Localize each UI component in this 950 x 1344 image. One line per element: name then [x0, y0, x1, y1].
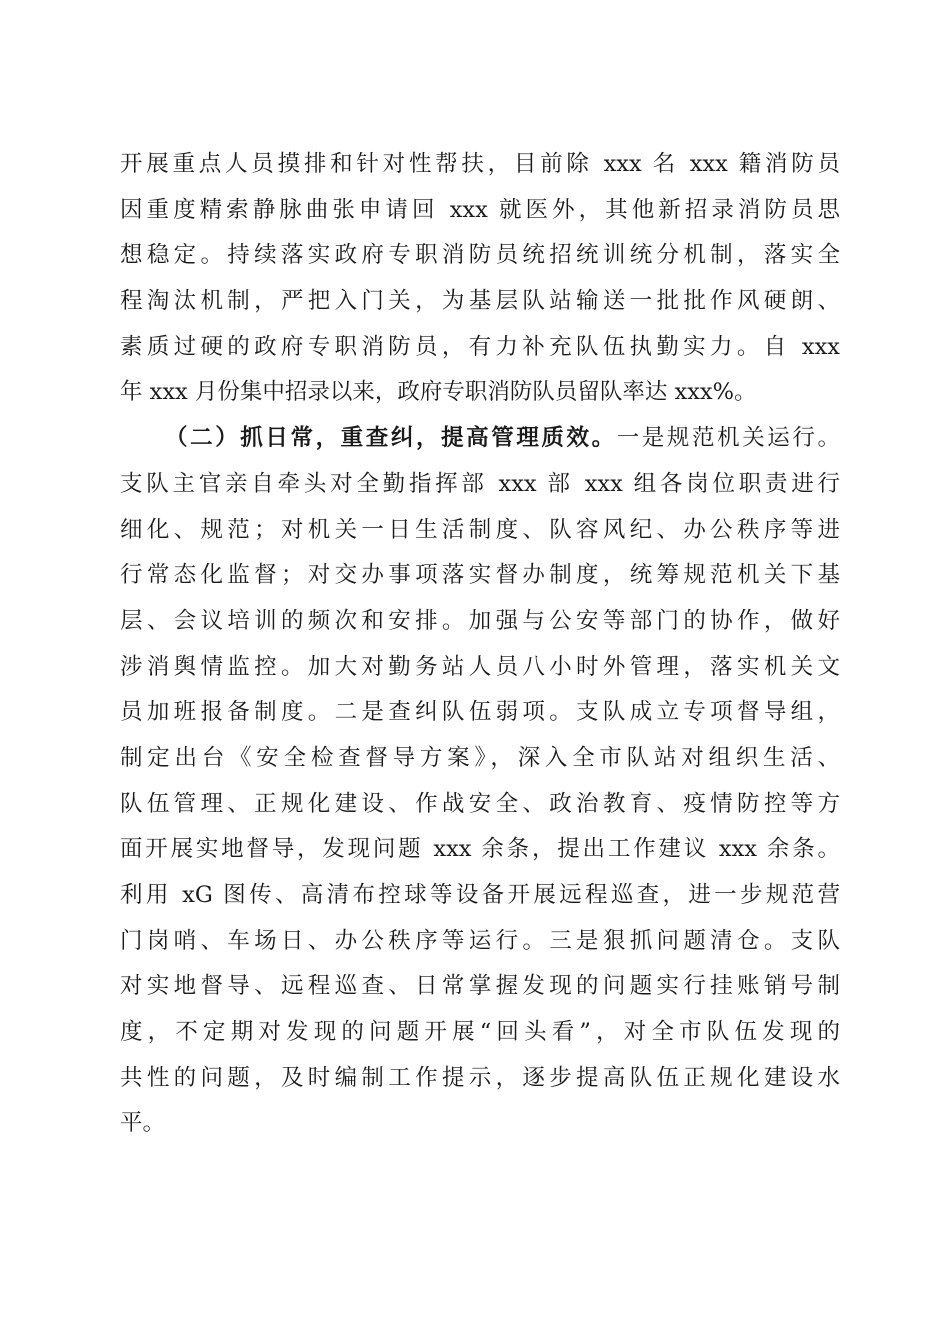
text-line: 年 xxx 月份集中招录以来，政府专职消防队员留队率达 xxx%。: [120, 379, 757, 406]
text-line: 共性的问题，及时编制工作提示，逐步提高队伍正规化建设水: [120, 1064, 840, 1091]
section-heading-line: [120, 416, 840, 462]
text-line: 想稳定。持续落实政府专职消防员统招统训统分机制，落实全: [120, 242, 840, 269]
text-line: 平。: [120, 1110, 166, 1137]
text-line: 层、会议培训的频次和安排。加强与公安等部门的协作，做好: [120, 607, 840, 634]
text-line: 程淘汰机制，严把入门关，为基层队站输送一批批作风硬朗、: [120, 288, 840, 315]
text-line: 员加班报备制度。二是查纠队伍弱项。支队成立专项督导组，: [120, 699, 840, 726]
text-line: 制定出台《安全检查督导方案》，深入全市队站对组织生活、: [120, 744, 840, 771]
text-line: 对实地督导、远程巡查、日常掌握发现的问题实行挂账销号制: [120, 973, 840, 1000]
text-line: 度，不定期对发现的问题开展“回头看”，对全市队伍发现的: [120, 1019, 840, 1046]
text-line: 队伍管理、正规化建设、作战安全、政治教育、疫情防控等方: [120, 790, 840, 817]
text-line: 细化、规范；对机关一日生活制度、队容风纪、办公秩序等进: [120, 516, 840, 543]
text-line: 门岗哨、车场日、办公秩序等运行。三是狠抓问题清仓。支队: [120, 927, 840, 954]
text-line: 支队主官亲自牵头对全勤指挥部 xxx 部 xxx 组各岗位职责进行: [120, 470, 840, 497]
text-line: 利用 xG 图传、高清布控球等设备开展远程巡查，进一步规范营: [120, 882, 840, 908]
text-line: 开展重点人员摸排和针对性帮扶，目前除 xxx 名 xxx 籍消防员: [120, 151, 840, 177]
body-text: [120, 142, 840, 1147]
text-line: 因重度精索静脉曲张申请回 xxx 就医外，其他新招录消防员思: [120, 196, 840, 223]
section-heading: （二）抓日常，重查纠，提高管理质效。: [165, 425, 617, 452]
text-line: 涉消舆情监控。加大对勤务站人员八小时外管理，落实机关文: [120, 653, 840, 680]
text-line: 面开展实地督导，发现问题 xxx 余条，提出工作建议 xxx 余条。: [120, 836, 840, 863]
text-line: 素质过硬的政府专职消防员，有力补充队伍执勤实力。自 xxx: [120, 333, 840, 360]
text-line: 行常态化监督；对交办事项落实督办制度，统筹规范机关下基: [120, 562, 840, 589]
text-span: 一是规范机关运行。: [616, 425, 840, 452]
